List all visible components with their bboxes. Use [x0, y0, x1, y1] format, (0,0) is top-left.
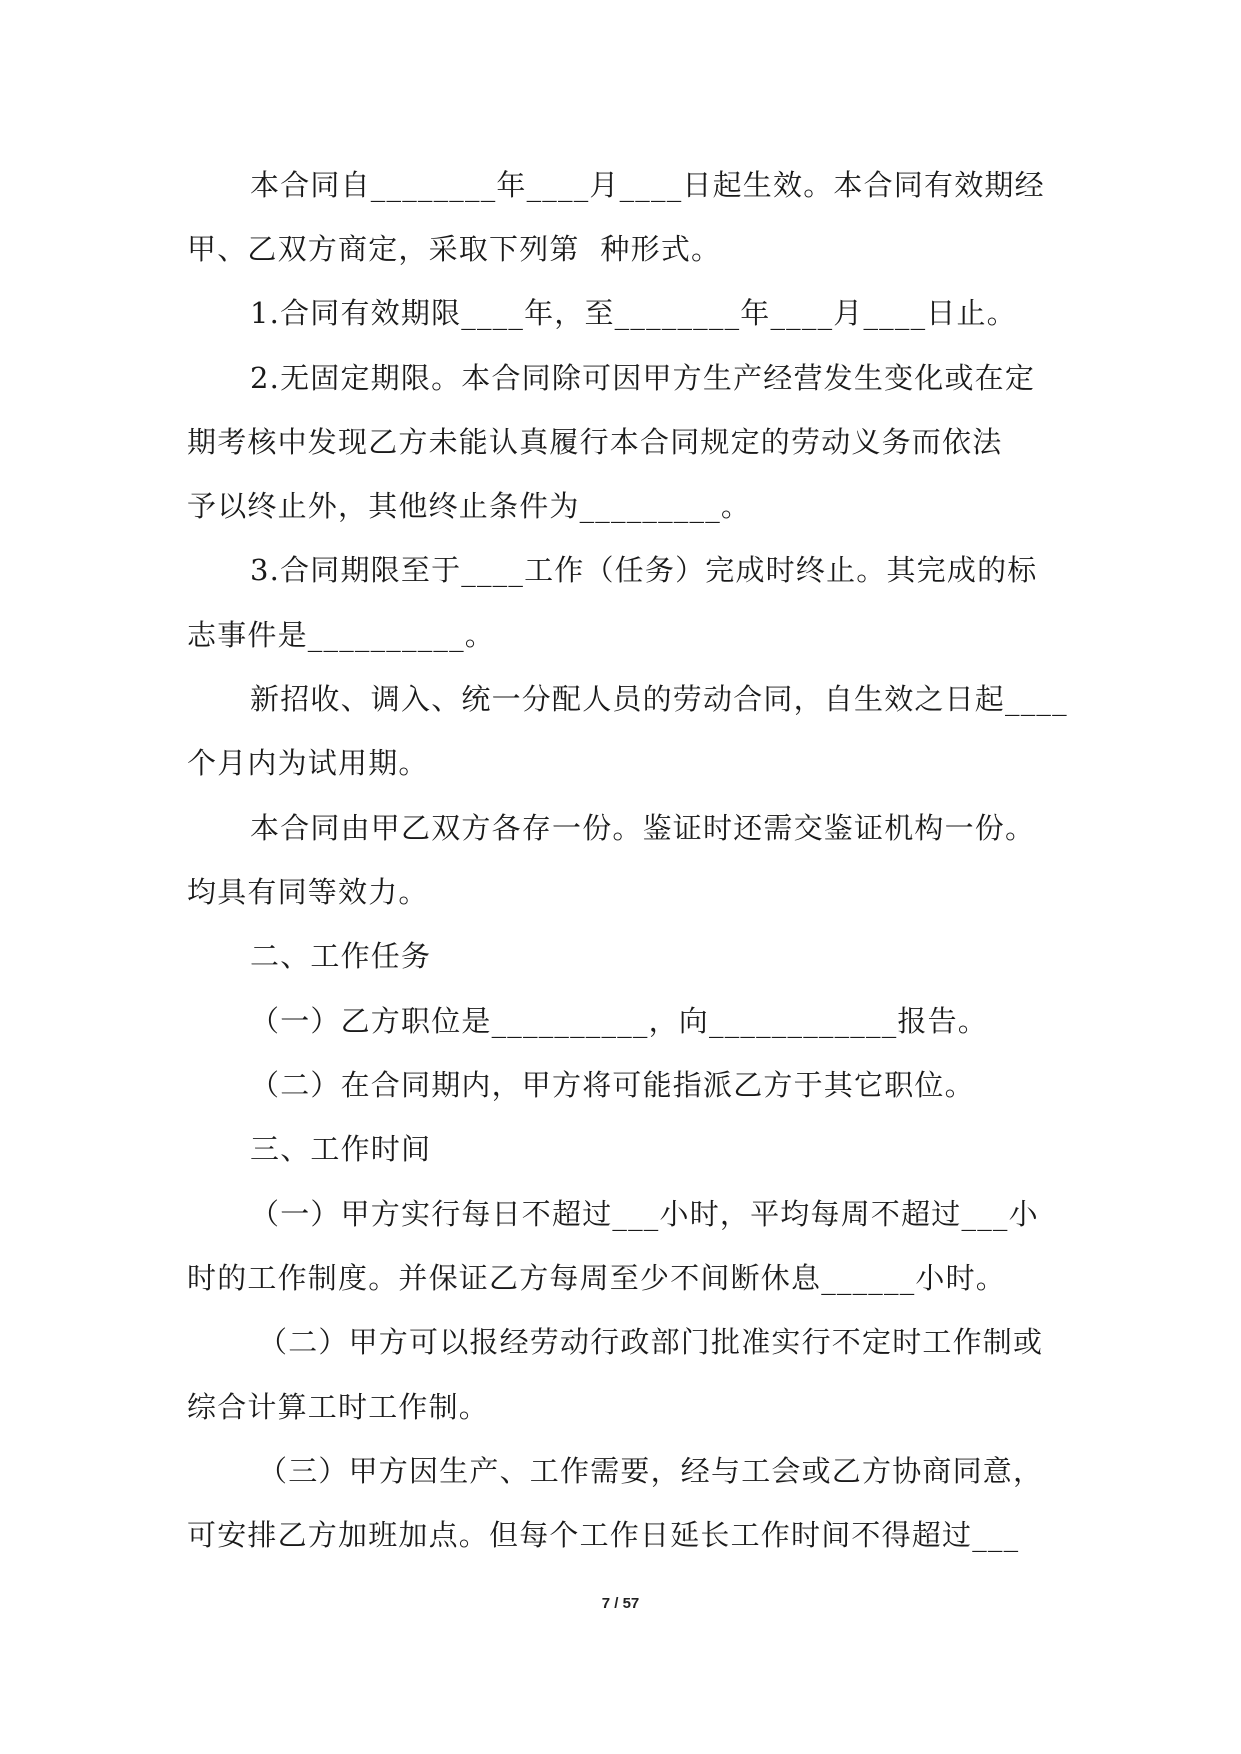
- text-line: （三）甲方因生产、工作需要，经与工会或乙方协商同意，: [258, 1454, 1044, 1488]
- text-line: 1.合同有效期限____年，至________年____月____日止。: [250, 296, 1017, 330]
- text-line: （二）甲方可以报经劳动行政部门批准实行不定时工作制或: [258, 1325, 1044, 1359]
- text-line: 综合计算工时工作制。: [187, 1390, 490, 1424]
- text-line: 可安排乙方加班加点。但每个工作日延长工作时间不得超过___: [187, 1518, 1020, 1552]
- text-line: 3.合同期限至于____工作（任务）完成时终止。其完成的标: [250, 553, 1038, 587]
- text-line: 时的工作制度。并保证乙方每周至少不间断休息______小时。: [187, 1261, 1007, 1295]
- text-line: 个月内为试用期。: [187, 746, 429, 780]
- text-line: （一）乙方职位是__________，向____________报告。: [250, 1004, 989, 1038]
- text-line: （一）甲方实行每日不超过___小时，平均每周不超过___小: [250, 1197, 1039, 1231]
- text-line: 均具有同等效力。: [187, 875, 429, 909]
- text-line: 2.无固定期限。本合同除可因甲方生产经营发生变化或在定: [250, 361, 1036, 395]
- text-line: 予以终止外，其他终止条件为_________。: [187, 489, 752, 523]
- text-line: 本合同由甲乙双方各存一份。鉴证时还需交鉴证机构一份。: [250, 811, 1036, 845]
- section-heading: 三、工作时间: [250, 1132, 432, 1166]
- text-line: 甲、乙双方商定，采取下列第 种形式。: [187, 232, 722, 266]
- section-heading: 二、工作任务: [250, 939, 432, 973]
- text-line: 志事件是__________。: [187, 618, 496, 652]
- text-line: （二）在合同期内，甲方将可能指派乙方于其它职位。: [250, 1068, 975, 1102]
- text-line: 本合同自________年____月____日起生效。本合同有效期经: [250, 168, 1045, 202]
- text-line: 期考核中发现乙方未能认真履行本合同规定的劳动义务而依法: [187, 425, 1003, 459]
- text-line: 新招收、调入、统一分配人员的劳动合同，自生效之日起____: [250, 682, 1068, 716]
- page-number: 7 / 57: [601, 1595, 640, 1612]
